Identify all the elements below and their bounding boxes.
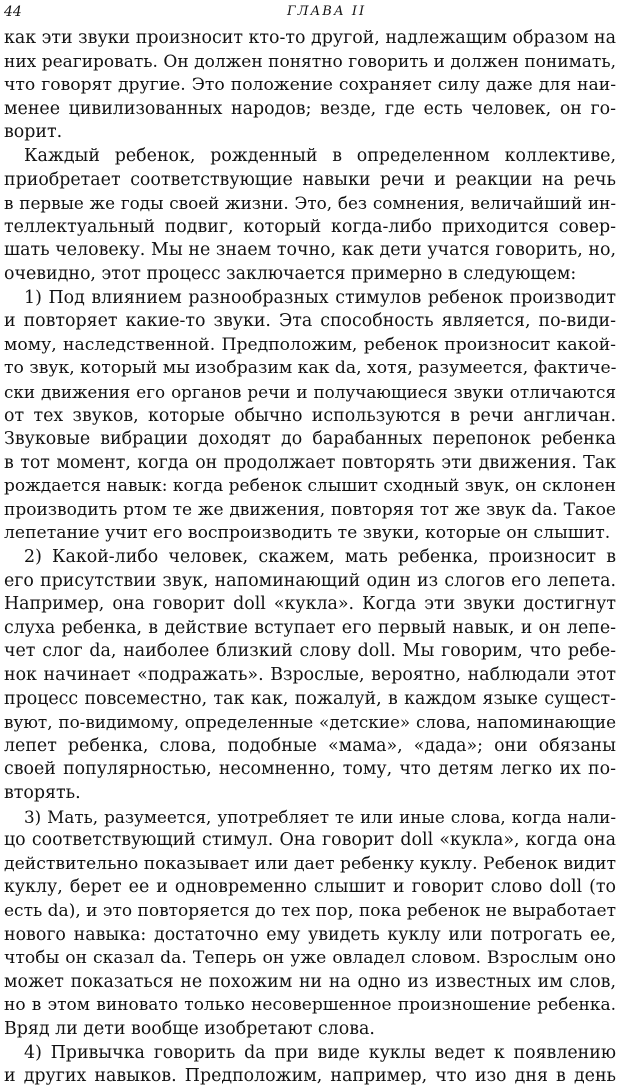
text-line: от тех звуков, которые обычно используются в речи англичан. <box>4 405 616 426</box>
text-line: как эти звуки произносит кто-то другой, надлежащим образом на <box>4 28 616 48</box>
text-line: куклу, берет ее и одновременно слышит и говорит слово doll (то <box>4 877 616 898</box>
text-line: них реагировать. Он должен понятно говорить и должен понимать, <box>4 51 616 72</box>
text-line: слуха ребенка, в действие вступает его первый навык, и он лепе- <box>4 617 616 638</box>
text-line: своей популярностью, несомненно, тому, что детям легко их по- <box>4 759 616 780</box>
text-line: очевидно, этот процесс заключается примерно в следующем: <box>4 263 577 284</box>
text-line: ски движения его органов речи и получающиеся звуки отличаются <box>4 381 616 402</box>
text-line: нового навыка: достаточно ему увидеть куклу или потрогать ее, <box>4 924 616 945</box>
page-header <box>4 2 616 22</box>
body-text <box>4 27 616 1089</box>
text-line: лепет ребенка, слова, подобные «мама», «дада»; они обязаны <box>4 735 616 756</box>
text-line: в первые же годы своей жизни. Это, без сомнения, величайший ин- <box>4 193 616 214</box>
text-line: то звук, который мы изобразим как da, хотя, разумеется, фактиче- <box>4 358 617 379</box>
text-line: есть da), и это повторяется до тех пор, пока ребенок не выработает <box>4 900 616 921</box>
text-line: вторять. <box>4 783 81 803</box>
text-line: нок начинает «подражать». Взрослые, вероятно, наблюдали этот <box>4 665 616 686</box>
text-line: Каждый ребенок, рожденный в определенном коллективе, <box>24 145 616 166</box>
text-line: процесс повсеместно, так как, пожалуй, в каждом языке сущест- <box>4 688 616 709</box>
text-line: шать человеку. Мы не знаем точно, как дети учатся говорить, но, <box>4 240 616 261</box>
text-line: 4) Привычка говорить da при виде куклы ведет к появлению <box>24 1042 616 1063</box>
text-line: вуют, по-видимому, определенные «детские» слова, напоминающие <box>4 712 616 733</box>
text-line: менее цивилизованных народов; везде, где есть человек, он го- <box>4 98 616 119</box>
text-line: его присутствии звук, напоминающий один из слогов его лепета. <box>4 570 616 591</box>
text-line: рождается навык: когда ребенок слышит сходный звук, он склонен <box>4 476 616 497</box>
text-line: что говорят другие. Это положение сохраняет силу даже для наи- <box>4 75 616 96</box>
text-line: и других навыков. Предположим, например, что изо дня в день <box>4 1066 616 1087</box>
text-line: 2) Какой-либо человек, скажем, мать ребенка, произносит в <box>24 547 616 568</box>
running-head: ГЛАВА II <box>287 4 367 19</box>
page-number: 44 <box>4 4 22 20</box>
text-line: Звуковые вибрации доходят до барабанных перепонок ребенка <box>4 429 616 450</box>
text-line: теллектуальный подвиг, который когда-либо приходится совер- <box>4 216 616 237</box>
text-line: чтобы он сказал da. Теперь он уже овладел словом. Взрослым оно <box>4 948 616 969</box>
text-line: и повторяет какие-то звуки. Эта способность является, по-види- <box>4 311 616 332</box>
text-line: может показаться не похожим ни на одно из известных им слов, <box>4 971 616 992</box>
text-line: ворит. <box>4 122 63 143</box>
text-line: действительно показывает или дает ребенку куклу. Ребенок видит <box>4 853 616 874</box>
text-line: в тот момент, когда он продолжает повторять эти движения. Так <box>4 452 616 473</box>
text-line: мому, наследственной. Предположим, ребенок произносит какой- <box>4 334 616 355</box>
text-line: приобретает соответствующие навыки речи и реакции на речь <box>4 169 616 190</box>
text-line: цо соответствующий стимул. Она говорит doll «кукла», когда она <box>4 830 616 851</box>
text-line: Вряд ли дети вообще изобретают слова. <box>4 1018 375 1039</box>
text-line: производить ртом те же движения, повторяя тот же звук da. Такое <box>4 499 616 520</box>
text-line: чет слог da, наиболее близкий слову doll. Мы говорим, что ребе- <box>4 641 616 662</box>
text-line: 1) Под влиянием разнообразных стимулов ребенок производит <box>24 287 616 308</box>
text-line: лепетание учит его воспроизводить те звуки, которые он слышит. <box>4 523 611 544</box>
text-line: 3) Мать, разумеется, употребляет те или иные слова, когда нали- <box>24 806 616 827</box>
text-line: но в этом виновато только несовершенное произношение ребенка. <box>4 995 616 1016</box>
text-line: Например, она говорит doll «кукла». Когда эти звуки достигнут <box>4 594 616 615</box>
